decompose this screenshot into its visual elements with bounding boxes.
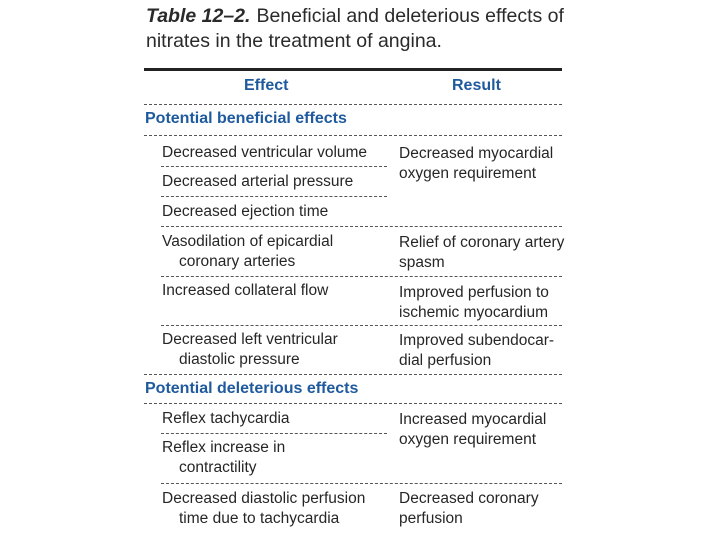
result-line: Increased myocardial [399, 411, 547, 428]
effect-line: Decreased arterial pressure [162, 173, 354, 190]
result-cell [399, 489, 569, 529]
row-rule [161, 325, 562, 326]
effect-line: Increased collateral flow [162, 282, 329, 299]
effect-line: Decreased left ventricular [162, 331, 338, 348]
effect-cell [162, 409, 290, 429]
effect-line: Decreased diastolic perfusion [162, 490, 366, 507]
row-rule [161, 433, 387, 434]
result-line: dial perfusion [399, 352, 492, 369]
section-rule [144, 403, 562, 404]
result-cell [399, 410, 569, 450]
effect-cell [162, 438, 285, 478]
column-header-effect: Effect [244, 77, 289, 94]
effect-cell [162, 232, 333, 272]
effect-cell [162, 330, 338, 370]
row-rule [161, 483, 562, 484]
result-line: Improved subendocar- [399, 332, 555, 349]
result-cell [399, 233, 569, 273]
effect-cell [162, 489, 365, 529]
row-rule [161, 166, 387, 167]
effect-line: contractility [179, 459, 257, 476]
result-cell [399, 144, 569, 184]
effect-cell [162, 281, 328, 301]
result-line: oxygen requirement [399, 165, 536, 182]
table-label: Table 12–2. [146, 5, 251, 27]
effect-line: Decreased ventricular volume [162, 144, 368, 161]
header-top-rule [144, 68, 562, 71]
row-rule [161, 226, 562, 227]
column-header-result: Result [452, 77, 501, 94]
effect-line: diastolic pressure [179, 351, 300, 368]
section-rule [144, 374, 562, 375]
section-title-beneficial: Potential beneficial effects [145, 110, 347, 127]
effect-line: time due to tachycardia [179, 510, 340, 527]
result-line: oxygen requirement [399, 431, 536, 448]
row-rule [161, 276, 562, 277]
result-line: ischemic myocardium [399, 304, 549, 321]
table-caption [146, 4, 576, 54]
row-rule [161, 196, 387, 197]
table-caption-text: Beneficial and deleterious effects of nitrates in the treatment of angina. [146, 5, 564, 52]
section-title-deleterious: Potential deleterious effects [145, 380, 359, 397]
effect-line: Vasodilation of epicardial [162, 233, 334, 250]
result-cell [399, 331, 569, 371]
header-bottom-rule [144, 104, 562, 105]
result-line: spasm [399, 254, 445, 271]
effect-line: Decreased ejection time [162, 203, 329, 220]
section-rule [144, 135, 562, 136]
result-line: Decreased myocardial [399, 145, 554, 162]
effect-cell [162, 172, 353, 192]
effect-line: Reflex increase in [162, 439, 286, 456]
effect-cell [162, 202, 328, 222]
effect-line: coronary arteries [179, 253, 296, 270]
effect-line: Reflex tachycardia [162, 410, 290, 427]
result-line: Relief of coronary artery [399, 234, 565, 251]
result-line: Improved perfusion to [399, 284, 549, 301]
effect-cell [162, 143, 367, 163]
result-line: perfusion [399, 510, 463, 527]
result-line: Decreased coronary [399, 490, 539, 507]
result-cell [399, 283, 569, 323]
